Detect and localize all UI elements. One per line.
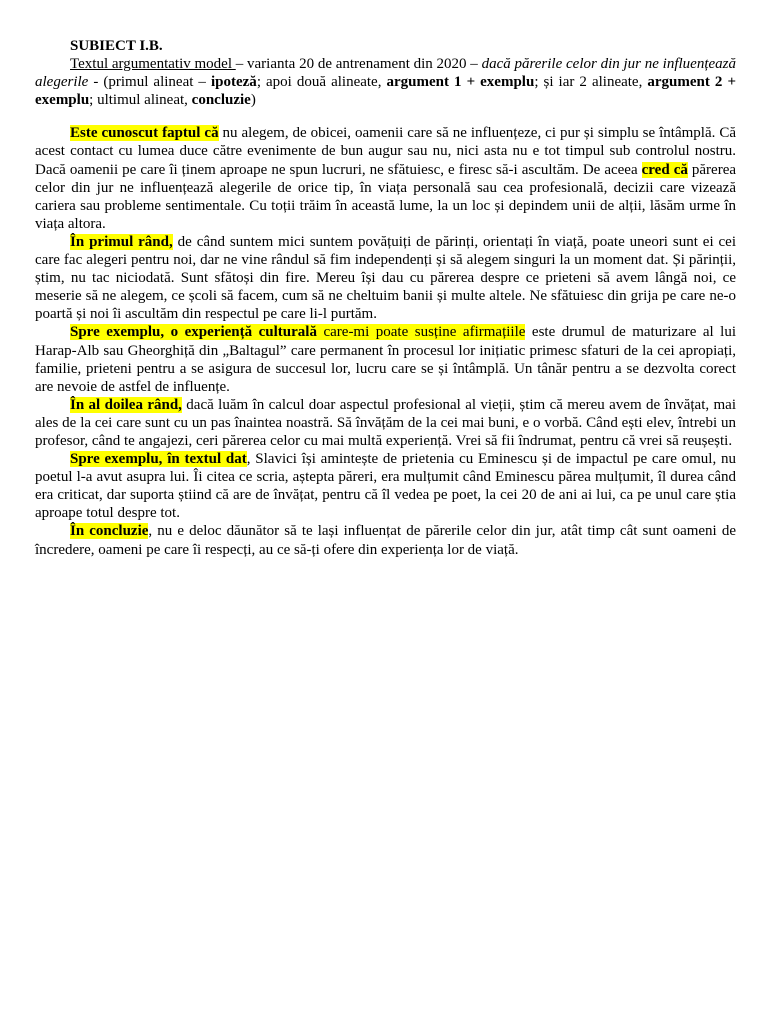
highlighted-connector: Este cunoscut faptul că [70, 125, 219, 142]
example-1-paragraph [35, 323, 736, 395]
paragraph-text: dacă luăm în calcul doar aspectul profesional al vieții, știm că mereu avem de învățat, mai ales de la cei care sunt cu un pas înaintea noastră. Să învățăm de la cei mai buni, e o vorbă. Când ești elev, întrebi un profesor, când te angajezi, ceri părerea celor cu mai multă experiență. Vrei să fii îndrumat, pentru că vrei să reușești. [35, 396, 736, 449]
structure-keyword: argument 2 + exemplu [35, 74, 736, 109]
intro-text: - (primul alineat – [88, 74, 211, 91]
highlighted-connector: Spre exemplu, în textul dat [70, 451, 247, 468]
highlighted-connector: Spre exemplu, o experiență culturală [70, 324, 317, 341]
structure-keyword: concluzie [191, 92, 251, 109]
paragraph-text: , nu e deloc dăunător să te lași influențat de părerile celor din jur, atât timp cât sunt oameni de încredere, oameni pe care îi respecți, au ce să-ți ofere din experiența lor de viață. [35, 523, 736, 558]
highlighted-connector: În primul rând, [70, 233, 173, 250]
conclusion-paragraph [35, 522, 736, 558]
hypothesis-paragraph [35, 124, 736, 233]
highlighted-phrase: care-mi poate susține afirmațiile [316, 324, 526, 341]
structure-keyword: ipoteză [210, 74, 257, 91]
paragraph-text: de când suntem mici suntem povățuiți de părinți, orientați în viață, poate uneori sunt ei cei care fac alegeri pentru noi, dar ne vine rândul să fim independenți și să alegem singuri la un moment dat. Și părinții, știm, nu tac niciodată. Sunt sfătoși din fire. Mereu își dau cu părerea despre ce prieteni să avem lângă noi, ce meserie să ne alegem, ce școli să facem, cum să ne cheltuim banii și multe altele. Ne sfătuiesc din grija pe care ne-o poartă și noi îi ascultăm din respectul pe care li-l purtăm. [35, 233, 736, 323]
intro-text: – varianta 20 de antrenament din 2020 – [235, 56, 482, 73]
paragraph-text: este drumul de maturizare al lui Harap-Alb sau Gheorghiță din „Baltagul” care permanent în procesul lor inițiatic primesc sfaturi de la cei apropiați, familie, prieteni pentru a se asigura de succesul lor, lucru care se și întâmplă. Un tânăr pentru a se dezvolta corect are nevoie de astfel de influențe. [35, 324, 737, 395]
highlighted-connector: În concluzie [70, 523, 149, 540]
intro-text: ; apoi două alineate, [256, 74, 387, 91]
argument-2-paragraph [35, 396, 736, 450]
intro-paragraph [35, 55, 736, 109]
text-type-label: Textul argumentativ model [70, 56, 236, 73]
paragraph-text: , Slavici își amintește de prietenia cu Eminescu și de impactul pe care omul, nu poetul l-a avut asupra lui. Îi citea ce scria, aștepta păreri, era mulțumit când Eminescu părea mulțumit, îl durea când era criticat, dar suporta știind că are de învățat, pentru că îl vedea pe poet, la cei 20 de ani ai lui, ca pe unul care știa aproape totul despre tot. [35, 451, 737, 522]
argument-1-paragraph [35, 233, 736, 323]
essay-topic: dacă părerile celor din jur ne influențează alegerile [35, 56, 737, 91]
intro-text: ; și iar 2 alineate, [534, 74, 648, 91]
intro-text: ) [250, 92, 256, 109]
example-2-paragraph [35, 450, 736, 522]
intro-text: ; ultimul alineat, [89, 92, 192, 109]
highlighted-connector: În al doilea rând, [70, 396, 182, 413]
document-title: SUBIECT I.B. [70, 38, 163, 54]
paragraph-text: nu alegem, de obicei, oamenii care să ne influențeze, ci pur și simplu se întâmplă. Că acest contact cu lumea duce către evenimente de bun augur sau nu, nici asta nu e tot timpul sub controlul nostru. Dacă oamenii pe care îi ținem aproape ne spun lucruri, ne sfătuiesc, e firesc să-i ascultăm. De aceea [35, 125, 737, 178]
paragraph-text: părerea celor din jur ne influențează alegerile de orice tip, în viața personală sau cea profesională, decizii care vizează cariera sau probleme sentimentale. Cu toții trăim în această lume, la un loc și depindem unii de alții, lăsăm urme în viața altora. [35, 161, 737, 232]
structure-keyword: argument 1 + exemplu [386, 74, 535, 91]
document-page [35, 37, 736, 559]
highlighted-connector: cred că [641, 161, 688, 178]
